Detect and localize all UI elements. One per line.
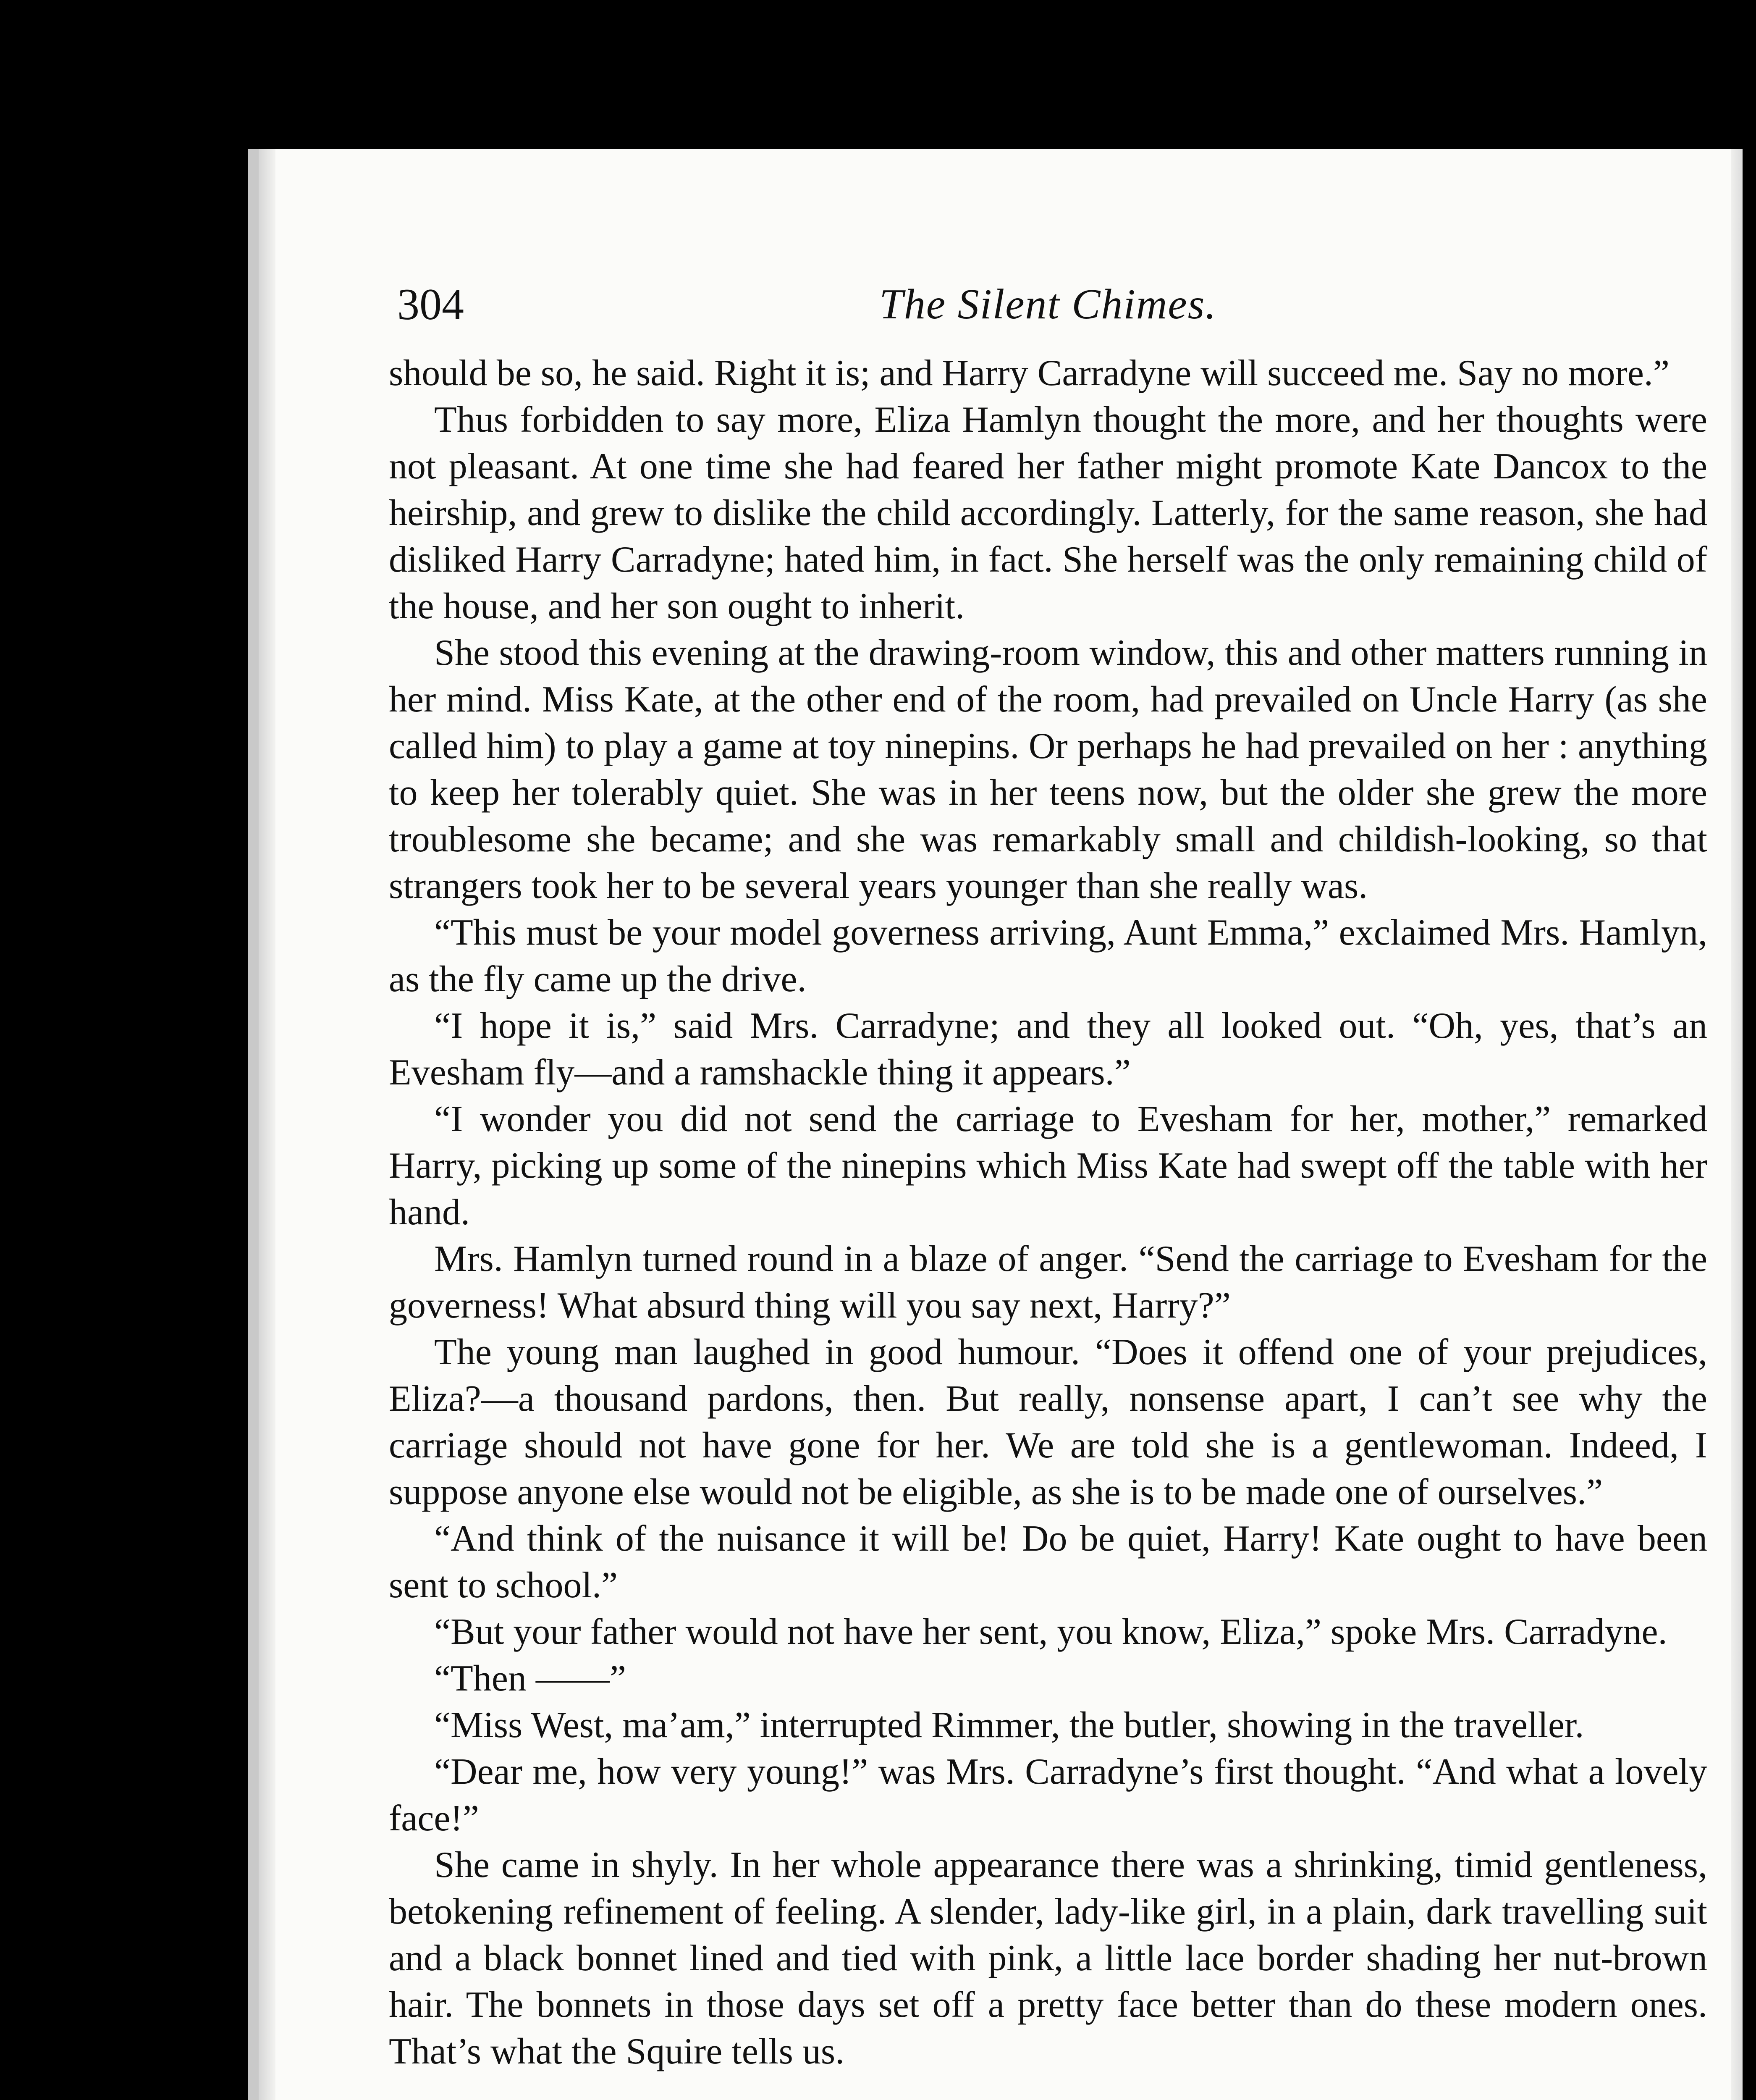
paragraph: Thus forbidden to say more, Eliza Hamlyn thought the more, and her thoughts were not pleasant. At one time she had feared her father might promote Kate Dancox to the heirship, and grew to dislike the child accordingly. Latterly, for the same reason, she had disliked Harry Carradyne; hated him, in fact. She herself was the only remaining child of the house, and her son ought to inherit.	[389, 399, 1707, 627]
page-header	[397, 271, 1699, 338]
paragraph: She stood this evening at the drawing-room window, this and other matters running in her mind. Miss Kate, at the other end of the room, had prevailed on Uncle Harry (as she called him) to play a game at toy ninepins. Or perhaps he had prevailed on her : anything to keep her tolerably quiet. She was in her teens now, but the older she grew the more troublesome she became; and she was remarkably small and childish-looking, so that strangers took her to be several years younger than she really was.	[389, 633, 1707, 906]
paragraph: “I wonder you did not send the carriage to Evesham for her, mother,” remarked Harry, picking up some of the ninepins which Miss Kate had swept off the table with her hand.	[389, 1099, 1707, 1233]
paragraph: She came in shyly. In her whole appearance there was a shrinking, timid gentleness, betokening refinement of feeling. A slender, lady-like girl, in a plain, dark travelling suit and a black bonnet lined and tied with pink, a little lace border shading her nut-brown hair. The bonnets in those days set off a pretty face better than do these modern ones. That’s what the Squire tells us.	[389, 1845, 1707, 2072]
paragraph: “This must be your model governess arriving, Aunt Emma,” exclaimed Mrs. Hamlyn, as the fly came up the drive.	[389, 912, 1707, 1000]
paragraph: The young man laughed in good humour. “Does it offend one of your prejudices, Eliza?—a thousand pardons, then. But really, nonsense apart, I can’t see why the carriage should not have gone for her. We are told she is a gentlewoman. Indeed, I suppose anyone else would not be eligible, as she is to be made one of ourselves.”	[389, 1332, 1707, 1512]
book-page	[248, 149, 1743, 2100]
body-text	[389, 350, 1707, 2075]
page-gutter-shadow	[259, 149, 275, 2100]
paragraph: “And think of the nuisance it will be! Do be quiet, Harry! Kate ought to have been sent to school.”	[389, 1518, 1707, 1606]
page-edge-shadow	[1731, 149, 1743, 2100]
running-title: The Silent Chimes.	[879, 281, 1217, 328]
paragraph: “Dear me, how very young!” was Mrs. Carradyne’s first thought. “And what a lovely face!”	[389, 1751, 1707, 1839]
paragraph: Mrs. Hamlyn turned round in a blaze of anger. “Send the carriage to Evesham for the governess! What absurd thing will you say next, Harry?”	[389, 1239, 1707, 1326]
paragraph: “Then ——”	[434, 1658, 626, 1699]
paragraph: should be so, he said. Right it is; and Harry Carradyne will succeed me. Say no more.”	[389, 353, 1670, 394]
paragraph: “I hope it is,” said Mrs. Carradyne; and they all looked out. “Oh, yes, that’s an Evesham fly—and a ramshackle thing it appears.”	[389, 1005, 1707, 1093]
page-number: 304	[397, 280, 464, 329]
paragraph: “Miss West, ma’am,” interrupted Rimmer, the butler, showing in the traveller.	[434, 1705, 1584, 1746]
paragraph: “But your father would not have her sent, you know, Eliza,” spoke Mrs. Carradyne.	[434, 1612, 1667, 1652]
